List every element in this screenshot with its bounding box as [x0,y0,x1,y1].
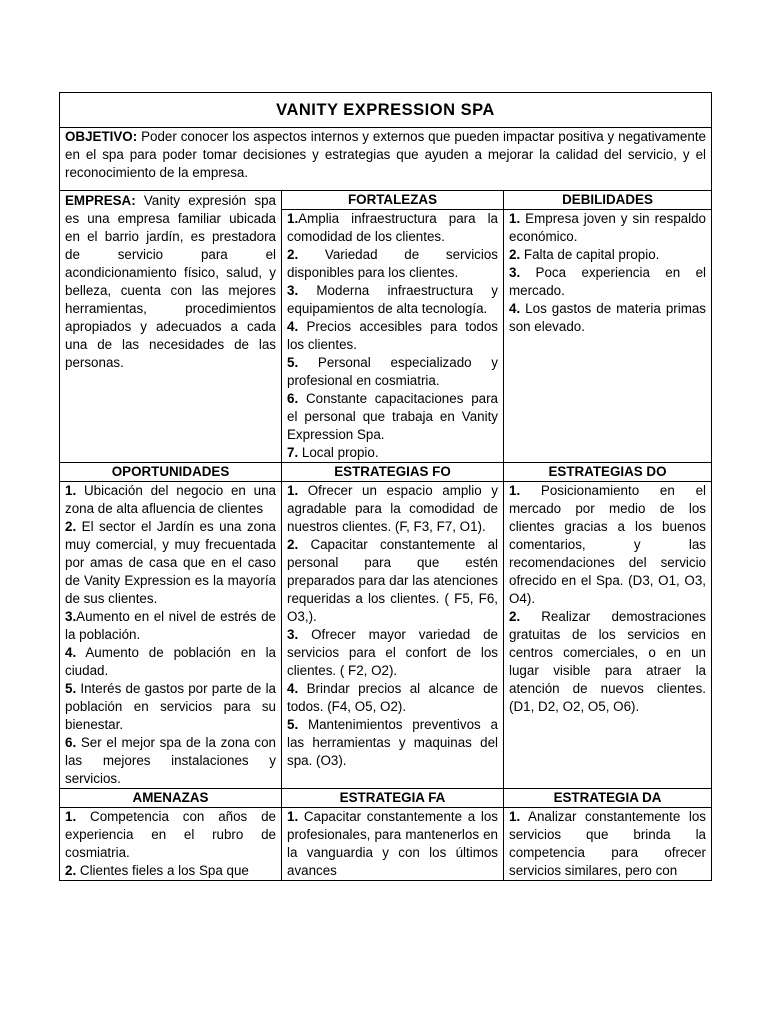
list-item [509,482,706,608]
item-text: Realizar demostraciones gratuitas de los servicios en centros comerciales, o en un lugar visible para atraer la atención de nuevos clientes. (D1, D2, O2, O5, O6). [509,609,706,714]
list-item [509,300,706,336]
amenazas-clip [65,808,276,880]
title-row [60,93,712,128]
list-item [65,734,276,788]
list-item [287,210,498,246]
item-text: Moderna infraestructura y equipamientos de alta tecnología. [287,283,498,316]
list-item [65,808,276,862]
list-item [509,264,706,300]
list-item [287,626,498,680]
item-text: El sector el Jardín es una zona muy comercial, y muy frecuentada por amas de casa que en el caso de Vanity Expression es la mayoría de sus clientes. [65,519,276,606]
list-item [65,862,276,880]
list-item [65,608,276,644]
estrategia-da-list [504,808,712,881]
item-number: 2. [65,519,77,534]
item-number: 2. [287,537,299,552]
list-item [287,354,498,390]
item-number: 2. [509,247,521,262]
estrategia-fa-clip [287,808,498,880]
item-number: 7. [287,445,299,460]
objetivo-label: OBJETIVO: [65,129,138,144]
item-text: Clientes fieles a los Spa que [76,863,249,878]
list-item [509,608,706,716]
estrategias-do-list [504,482,712,789]
item-text: Personal especializado y profesional en cosmiatria. [287,355,498,388]
item-number: 1. [287,211,299,226]
item-number: 4. [287,319,299,334]
empresa-cell [60,191,282,463]
list-item [509,808,706,880]
item-number: 4. [509,301,521,316]
item-number: 2. [65,863,77,878]
item-number: 2. [287,247,299,262]
item-number: 1. [65,483,77,498]
list-item [65,482,276,518]
swot-table [59,92,712,881]
item-number: 5. [287,355,299,370]
item-number: 3. [287,283,299,298]
objetivo-cell [60,128,712,191]
item-text: Brindar precios al alcance de todos. (F4, O5, O2). [287,681,498,714]
list-item [287,716,498,770]
objetivo-text: Poder conocer los aspectos internos y externos que pueden impactar positiva y negativamente en el spa para poder tomar decisiones y estrategias que ayuden a mejorar la calidad del servicio, y el reconocimiento de la empresa. [65,129,706,180]
item-text: Analizar constantemente los servicios que brinda la competencia para ofrecer servicios similares, pero con [509,809,706,878]
estrategia-da-header: ESTRATEGIA DA [504,789,712,808]
item-text: Variedad de servicios disponibles para los clientes. [287,247,498,280]
content-row-2 [60,482,712,789]
item-number: 5. [65,681,77,696]
header-row-3 [60,789,712,808]
item-text: Capacitar constantemente al personal para que estén preparados para dar las atenciones requeridas a los clientes. ( F5, F6, O3,). [287,537,498,624]
oportunidades-header: OPORTUNIDADES [60,463,282,482]
content-row-3 [60,808,712,881]
estrategias-fo-list [282,482,504,789]
list-item [287,390,498,444]
list-item [287,680,498,716]
item-text: Posicionamiento en el mercado por medio de los clientes gracias a los buenos comentarios, y las recomendaciones del servicio ofrecido en el Spa. (D3, O1, O3, O4). [509,483,706,606]
empresa-label: EMPRESA: [65,193,136,208]
item-number: 4. [287,681,299,696]
header-row-2 [60,463,712,482]
estrategias-fo-header: ESTRATEGIAS FO [282,463,504,482]
list-item [509,210,706,246]
debilidades-list [504,210,712,463]
fortalezas-header: FORTALEZAS [282,191,504,210]
item-number: 3. [65,609,77,624]
document-title: VANITY EXPRESSION SPA [60,93,712,128]
list-item [287,318,498,354]
item-number: 1. [65,809,77,824]
item-number: 4. [65,645,77,660]
oportunidades-list [60,482,282,789]
estrategia-fa-list [282,808,504,881]
estrategia-fa-header: ESTRATEGIA FA [282,789,504,808]
item-number: 1. [509,211,521,226]
item-text: Capacitar constantemente a los profesionales, para mantenerlos en la vanguardia y con los últimos avances [287,809,498,878]
item-text: Constante capacitaciones para el personal que trabaja en Vanity Expression Spa. [287,391,498,442]
item-number: 2. [509,609,521,624]
item-text: Aumento de población en la ciudad. [65,645,276,678]
item-number: 5. [287,717,299,732]
item-number: 1. [509,483,521,498]
item-number: 1. [509,809,521,824]
list-item [65,518,276,608]
item-text: Ubicación del negocio en una zona de alta afluencia de clientes [65,483,276,516]
item-number: 6. [287,391,299,406]
item-text: Ser el mejor spa de la zona con las mejores instalaciones y servicios. [65,735,276,786]
debilidades-header: DEBILIDADES [504,191,712,210]
item-number: 1. [287,809,299,824]
header-row-1 [60,191,712,210]
list-item [287,282,498,318]
list-item [287,444,498,462]
empresa-text: Vanity expresión spa es una empresa familiar ubicada en el barrio jardín, es prestadora de servicio para el acondicionamiento físico, salud, y belleza, cuenta con las mejores herramientas, procedimientos apropiados y adecuados a cada una de las necesidades de las personas. [65,193,276,370]
list-item [509,246,706,264]
item-number: 1. [287,483,299,498]
item-number: 6. [65,735,77,750]
item-text: Poca experiencia en el mercado. [509,265,706,298]
amenazas-list [60,808,282,881]
list-item [65,644,276,680]
list-item [287,246,498,282]
item-text: Aumento en el nivel de estrés de la población. [65,609,276,642]
amenazas-header: AMENAZAS [60,789,282,808]
item-text: Local propio. [298,445,379,460]
item-number: 3. [509,265,521,280]
item-text: Los gastos de materia primas son elevado. [509,301,706,334]
item-text: Precios accesibles para todos los clientes. [287,319,498,352]
item-text: Amplia infraestructura para la comodidad de los clientes. [287,211,498,244]
item-text: Ofrecer un espacio amplio y agradable para la comodidad de nuestros clientes. (F, F3, F7, O1). [287,483,498,534]
list-item [287,536,498,626]
item-number: 3. [287,627,299,642]
item-text: Ofrecer mayor variedad de servicios para el confort de los clientes. ( F2, O2). [287,627,498,678]
estrategias-do-header: ESTRATEGIAS DO [504,463,712,482]
item-text: Interés de gastos por parte de la población en servicios para su bienestar. [65,681,276,732]
item-text: Mantenimientos preventivos a las herramientas y maquinas del spa. (O3). [287,717,498,768]
item-text: Falta de capital propio. [520,247,660,262]
list-item [287,808,498,880]
estrategia-da-clip [509,808,706,880]
item-text: Empresa joven y sin respaldo económico. [509,211,706,244]
item-text: Competencia con años de experiencia en el rubro de cosmiatria. [65,809,276,860]
list-item [287,482,498,536]
fortalezas-list [282,210,504,463]
list-item [65,680,276,734]
objetivo-row [60,128,712,191]
